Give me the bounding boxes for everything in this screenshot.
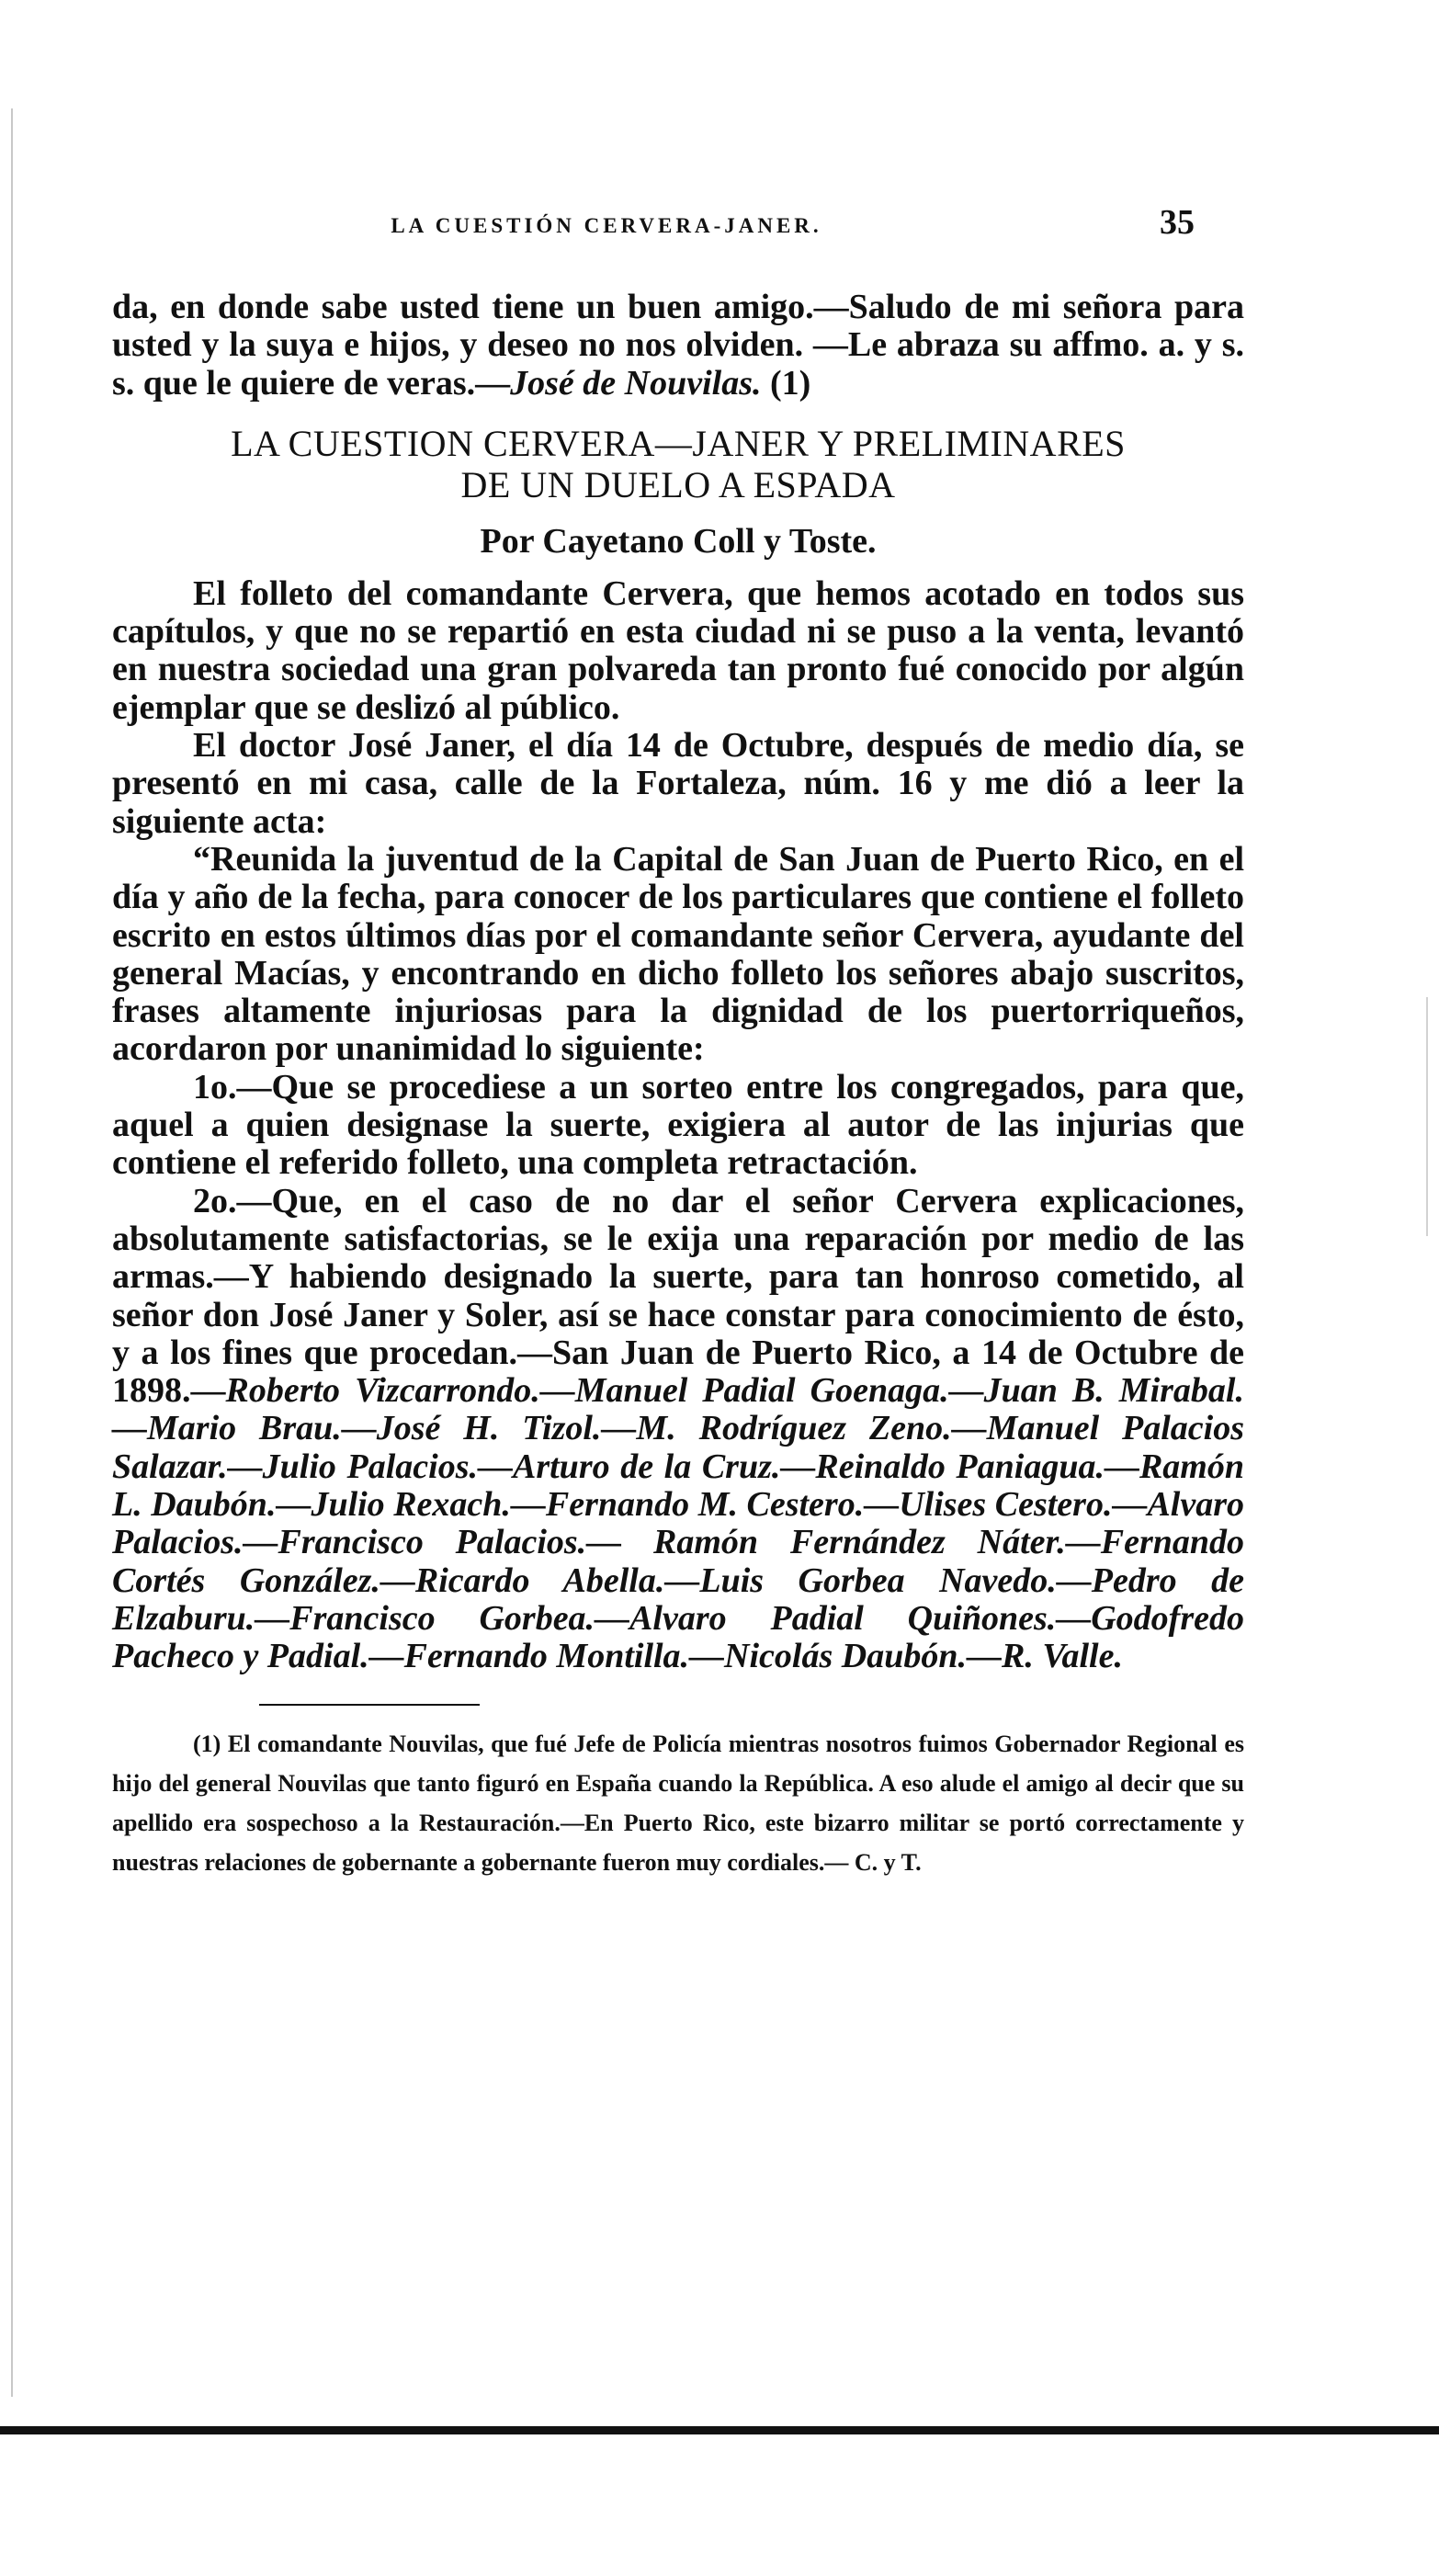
page-content	[112, 289, 1244, 1882]
running-head: LA CUESTIÓN CERVERA-JANER.	[391, 214, 822, 237]
article-title-line-2: DE UN DUELO A ESPADA	[460, 463, 896, 505]
page-number: 35	[1160, 203, 1195, 242]
signatories-list: Roberto Vizcarrondo.—Manuel Padial Goenaga.—Juan B. Mirabal.—Mario Brau.—José H. Tizol.—M. Rodríguez Zeno.—Manuel Palacios Salazar.—Julio Palacios.—Arturo de la Cruz.—Reinaldo Paniagua.—Ramón L. Daubón.—Julio Rexach.—Fernando M. Cestero.—Ulises Cestero.—Alvaro Palacios.—Francisco Palacios.— Ramón Fernández Náter.—Fernando Cortés González.—Ricardo Abella.—Luis Gorbea Navedo.—Pedro de Elzaburu.—Francisco Gorbea.—Alvaro Padial Quiñones.—Godofredo Pacheco y Padial.—Fernando Montilla.—Nicolás Daubón.—R. Valle.	[112, 1371, 1244, 1676]
paragraph-1: El folleto del comandante Cervera, que hemos acotado en todos sus capítulos, y que no se repartió en esta ciudad ni se puso a la venta, levantó en nuestra sociedad una gran polvareda tan pronto fué conocido por algún ejemplar que se deslizó al público.	[112, 573, 1244, 727]
paragraph-4: 1o.—Que se procediese a un sorteo entre los congregados, para que, aquel a quien designase la suerte, exigiera al autor de las injurias que contiene el referido folleto, una completa retractación.	[112, 1067, 1244, 1183]
letter-closing-paragraph	[112, 289, 1244, 403]
article-body	[112, 575, 1244, 1676]
footnote-rule	[259, 1704, 480, 1706]
paragraph-2: El doctor José Janer, el día 14 de Octubre, después de medio día, se presentó en mi casa, calle de la Fortaleza, núm. 16 y me dió a leer la siguiente acta:	[112, 726, 1244, 841]
article-title	[112, 423, 1244, 505]
letter-continuation	[112, 289, 1244, 403]
bottom-rule	[0, 2426, 1439, 2434]
paragraph-5-text: 2o.—Que, en el caso de no dar el señor Cervera explicaciones, absolutamente satisfactorias, se le exija una reparación por medio de las armas.—Y habiendo designado la suerte, para tan honroso cometido, al señor don José Janer y Soler, así se hace constar para conocimiento de ésto, y a los fines que procedan.—San Juan de Puerto Rico, a 14 de Octubre de 1898.—	[112, 1181, 1244, 1411]
page-edge-mark	[1426, 997, 1428, 1236]
letter-closing-text: da, en donde sabe usted tiene un buen amigo.—Saludo de mi señora para usted y la suya e hijos, y deseo no nos olviden. —Le abraza su affmo. a. y s. s. que le quiere de veras.—	[112, 288, 1244, 403]
paragraph-5	[112, 1183, 1244, 1676]
footnote-reference: (1)	[761, 363, 811, 403]
article-title-line-1: LA CUESTION CERVERA—JANER Y PRELIMINARES	[231, 422, 1126, 464]
paragraph-3: “Reunida la juventud de la Capital de San Juan de Puerto Rico, en el día y año de la fecha, para conocer de los particulares que contiene el folleto escrito en estos últimos días por el comandante señor Cervera, ayudante del general Macías, y encontrando en dicho folleto los señores abajo suscritos, frases altamente injuriosas para la dignidad de los puertorriqueños, acordaron por unanimidad lo siguiente:	[112, 839, 1244, 1069]
binding-edge-line	[11, 108, 13, 2397]
letter-signature: José de Nouvilas.	[510, 363, 762, 403]
article-byline: Por Cayetano Coll y Toste.	[480, 521, 877, 561]
footnote: (1) El comandante Nouvilas, que fué Jefe de Policía mientras nosotros fuimos Gobernador Regional es hijo del general Nouvilas que tanto figuró en España cuando la República. A eso alude el amigo al decir que su apellido era sospechoso a la Restauración.—En Puerto Rico, este bizarro militar se portó correctamente y nuestras relaciones de gobernante a gobernante fueron muy cordiales.— C. y T.	[112, 1730, 1244, 1876]
